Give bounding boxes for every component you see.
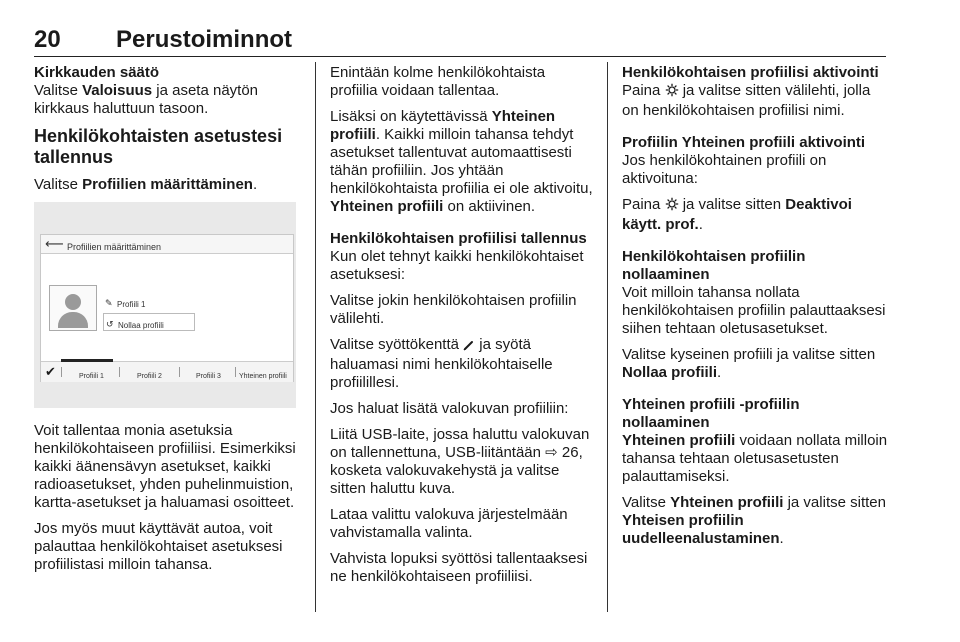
back-arrow-icon: ⟵ — [45, 236, 64, 251]
reset-profile-title: Henkilökohtaisen profiilin nollaaminen — [622, 248, 806, 283]
paragraph: Jos henkilökohtainen profiili on aktivoituna: — [622, 152, 827, 187]
paragraph: Voit milloin tahansa nollata henkilökohtaisen profiilin palauttaaksesi siihen tehtaan oletusasetukset. — [622, 284, 886, 337]
column-3 — [622, 64, 888, 556]
select-text: Valitse Profiilien määrittäminen. — [34, 176, 258, 193]
profile-tabs — [41, 361, 293, 382]
save-heading: Henkilökohtaisten asetustesi tallennus — [34, 126, 283, 167]
paragraph: Valitse jokin henkilökohtaisen profiilin välilehti. — [330, 292, 577, 327]
column-divider — [315, 62, 316, 612]
screen — [40, 234, 294, 382]
tab-profile-1: Profiili 1 — [79, 373, 104, 380]
save-profile-title: Henkilökohtaisen profiilisi tallennus — [330, 230, 587, 247]
reset-profile-row — [103, 313, 195, 331]
paragraph: Jos myös muut käyttävät autoa, voit palauttaa henkilökohtaiset asetuksesi profiilistasi milloin tahansa. — [34, 520, 283, 573]
column-2 — [330, 64, 596, 594]
tab-profile-2: Profiili 2 — [137, 373, 162, 380]
paragraph: Kun olet tehnyt kaikki henkilökohtaiset asetuksesi: — [330, 248, 584, 283]
paragraph: Lataa valittu valokuva järjestelmään vahvistamalla valinta. — [330, 506, 568, 541]
reset-profile-label: Nollaa profiili — [118, 321, 164, 330]
page-number: 20 — [34, 26, 61, 53]
brightness-title: Kirkkauden säätö — [34, 64, 160, 81]
paragraph: Vahvista lopuksi syöttösi tallentaaksesi ne henkilökohtaiseen profiiliisi. — [330, 550, 588, 585]
profile-name-row — [103, 293, 289, 309]
page-header — [34, 24, 886, 58]
column-1 — [34, 64, 304, 582]
paragraph: Paina ja valitse sitten Deaktivoi käytt. prof.. — [622, 196, 852, 233]
paragraph: Jos haluat lisätä valokuvan profiiliin: — [330, 400, 569, 417]
paragraph: Valitse syöttökenttä ja syötä haluamasi nimi henkilökohtaiselle profiilillesi. — [330, 336, 553, 391]
paragraph: Paina ja valitse sitten välilehti, jolla on henkilökohtaisen profiilisi nimi. — [622, 82, 871, 119]
checkmark-icon: ✔ — [45, 364, 56, 379]
settings-icon — [665, 197, 679, 216]
settings-icon — [665, 83, 679, 102]
screen-title-bar — [41, 235, 293, 254]
common-profile-title: Profiilin Yhteinen profiili aktivointi — [622, 134, 866, 151]
tab-profile-3: Profiili 3 — [196, 373, 221, 380]
paragraph: Lisäksi on käytettävissä Yhteinen profiili. Kaikki milloin tahansa tehdyt asetukset tallentuvat automaattisesti tähän profiiliin. Jos yhtään henkilökohtaista profiilia ei ole aktivoitu, Yhteinen profiili on aktiivinen. — [330, 108, 593, 215]
paragraph: Voit tallentaa monia asetuksia henkilökohtaiseen profiiliisi. Esimerkiksi kaikki äänensävyn asetukset, kaikki radioasetukset, yhden puhelinmuistion, kartta-asetukset ja haluamasi osoitteet. — [34, 422, 296, 511]
common-reset-title: Yhteinen profiili -profiilin nollaaminen — [622, 396, 800, 431]
activate-profile-title: Henkilökohtaisen profiilisi aktivointi — [622, 64, 879, 81]
reset-icon: ↺ — [106, 319, 114, 329]
active-tab-indicator — [61, 359, 113, 362]
header-rule — [34, 56, 886, 57]
paragraph: Valitse Yhteinen profiili ja valitse sitten Yhteisen profiilin uudelleenalustaminen. — [622, 494, 886, 547]
pencil-icon — [463, 338, 475, 356]
brightness-text: Valitse Valoisuus ja aseta näytön kirkkaus haluttuun tasoon. — [34, 82, 259, 117]
paragraph: Enintään kolme henkilökohtaista profiilia voidaan tallentaa. — [330, 64, 546, 99]
screen-title: Profiilien määrittäminen — [67, 242, 162, 252]
chapter-title: Perustoiminnot — [116, 26, 293, 53]
column-divider — [607, 62, 608, 612]
page-reference-icon: ⇨ — [545, 444, 558, 461]
tab-common-profile: Yhteinen profiili — [239, 373, 287, 380]
profile-name-label: Profiili 1 — [117, 300, 146, 309]
avatar-placeholder-icon — [49, 285, 97, 331]
paragraph: Yhteinen profiili voidaan nollata milloin tahansa tehtaan oletusasetusten palauttamiseksi. — [622, 432, 888, 485]
profile-screenshot — [34, 202, 296, 408]
paragraph: Liitä USB-laite, jossa haluttu valokuvan on tallennettuna, USB-liitäntään ⇨ 26, kosketa valokuvakehystä ja valitse sitten haluttu kuva. — [330, 426, 590, 497]
pencil-icon: ✎ — [105, 298, 113, 308]
paragraph: Valitse kyseinen profiili ja valitse sitten Nollaa profiili. — [622, 346, 876, 381]
